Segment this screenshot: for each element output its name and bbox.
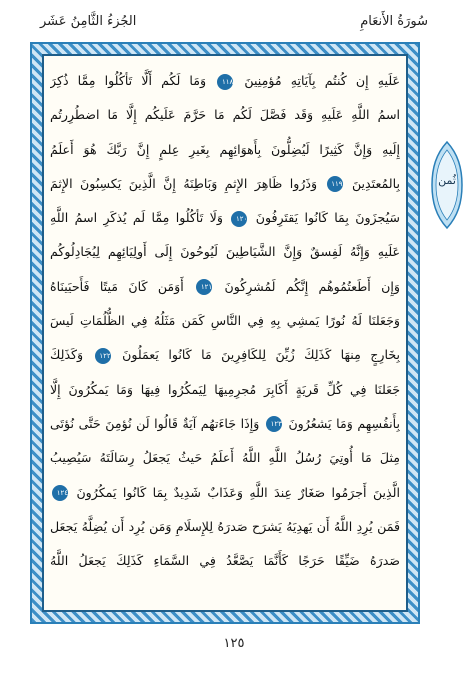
verse-number-icon: ١٢٤ <box>52 485 68 501</box>
verse-text: سَيُجزَونَ بِمَا كَانُوا يَقتَرِفُونَ <box>255 210 400 226</box>
verse-text: بِالمُعتَدِينَ <box>351 175 400 191</box>
text-line <box>50 407 400 441</box>
marker-label: ثُمن <box>438 174 456 187</box>
text-line <box>50 373 400 407</box>
text-line <box>50 510 400 544</box>
verse-text: الَّذِينَ أَجرَمُوا صَغَارٌ عِندَ اللَّهِ وَعَذَابٌ شَدِيدٌ بِمَا كَانُوا يَمكُرُونَ <box>76 484 400 500</box>
verse-number-icon: ١٢١ <box>196 279 212 295</box>
text-line <box>50 201 400 235</box>
text-line <box>50 441 400 475</box>
verse-text: وَإِذَا جَاءَتهُم آيَةٌ قَالُوا لَن نُؤمِنَ حَتَّى نُؤتَى <box>50 415 260 431</box>
page-frame <box>30 42 420 624</box>
verse-text: فَمَن يُرِدِ اللَّهُ أَن يَهدِيَهُ يَشرَح صَدرَهُ لِلإِسلَامِ وَمَن يُرِد أَن يُضِلَّهُ يَجعَل <box>50 518 400 534</box>
verse-number-icon: ١٢٠ <box>231 211 247 227</box>
header-surah-name: سُورَةُ الأَنعَامِ <box>360 14 428 29</box>
verse-text: عَلَيهِ وَإِنَّهُ لَفِسقٌ وَإِنَّ الشَّيَاطِينَ لَيُوحُونَ إِلَى أَولِيَائِهِم لِيُجَادِلُوكُم <box>50 244 400 260</box>
text-line <box>50 338 400 372</box>
text-line <box>50 304 400 338</box>
text-line <box>50 98 400 132</box>
verse-text: مِثلَ مَا أُوتِيَ رُسُلُ اللَّهِ اللَّهُ أَعلَمُ حَيثُ يَجعَلُ رِسَالَتَهُ سَيُصِيبُ <box>50 450 400 466</box>
verse-text: وَكَذَلِكَ <box>50 347 84 363</box>
text-panel <box>42 54 408 612</box>
text-line <box>50 64 400 98</box>
verse-text: وَجَعَلنَا لَهُ نُورًا يَمشِي بِهِ فِي النَّاسِ كَمَن مَثَلُهُ فِي الظُّلُمَاتِ لَيسَ <box>50 313 400 329</box>
verse-text: بِأَنفُسِهِم وَمَا يَشعُرُونَ <box>288 415 400 431</box>
verse-text: أَوَمَن كَانَ مَيتًا فَأَحيَينَاهُ <box>50 278 184 294</box>
verse-text: اسمُ اللَّهِ عَلَيهِ وَقَد فَصَّلَ لَكُم مَا حَرَّمَ عَلَيكُم إِلَّا مَا اضطُرِرتُم <box>50 107 400 123</box>
verse-text: صَدرَهُ ضَيِّقًا حَرَجًا كَأَنَّمَا يَصَّعَّدُ فِي السَّمَاءِ كَذَلِكَ يَجعَلُ اللَّهُ <box>50 553 400 569</box>
header-juz-name: الجُزءُ الثَّامِنُ عَشَر <box>40 14 137 29</box>
text-line <box>50 476 400 510</box>
verse-text: إِلَيهِ وَإِنَّ كَثِيرًا لَيُضِلُّونَ بِأَهوَائِهِم بِغَيرِ عِلمٍ إِنَّ رَبَّكَ هُوَ أَعلَمُ <box>50 141 400 157</box>
verse-text: بِخَارِجٍ مِنهَا كَذَلِكَ زُيِّنَ لِلكَافِرِينَ مَا كَانُوا يَعمَلُونَ <box>122 347 400 363</box>
verse-text: جَعَلنَا فِي كُلِّ قَريَةٍ أَكَابِرَ مُجرِمِيهَا لِيَمكُرُوا فِيهَا وَمَا يَمكُرُونَ إِلَّا <box>50 381 400 397</box>
quran-text <box>50 64 400 602</box>
verse-text: عَلَيهِ إِن كُنتُم بِآيَاتِهِ مُؤمِنِينَ <box>244 73 400 88</box>
verse-text: وَإِن أَطَعتُمُوهُم إِنَّكُم لَمُشرِكُونَ <box>224 278 400 294</box>
verse-number-icon: ١٢٢ <box>95 348 111 364</box>
text-line <box>50 544 400 578</box>
hizb-quarter-marker <box>430 140 464 230</box>
verse-number-icon: ١٢٣ <box>266 416 282 432</box>
verse-number-icon: ١١٩ <box>327 176 343 192</box>
text-line <box>50 167 400 201</box>
verse-text: وَمَا لَكُم أَلَّا تَأكُلُوا مِمَّا ذُكِرَ <box>50 73 207 88</box>
page-number: ١٢٥ <box>223 636 245 651</box>
text-line <box>50 133 400 167</box>
verse-text: وَلَا تَأكُلُوا مِمَّا لَم يُذكَرِ اسمُ اللَّهِ <box>50 210 223 226</box>
verse-text: وَذَرُوا ظَاهِرَ الإِثمِ وَبَاطِنَهُ إِنَّ الَّذِينَ يَكسِبُونَ الإِثمَ <box>50 175 318 191</box>
verse-number-icon: ١١٨ <box>217 74 233 90</box>
text-line <box>50 235 400 269</box>
text-line <box>50 270 400 304</box>
